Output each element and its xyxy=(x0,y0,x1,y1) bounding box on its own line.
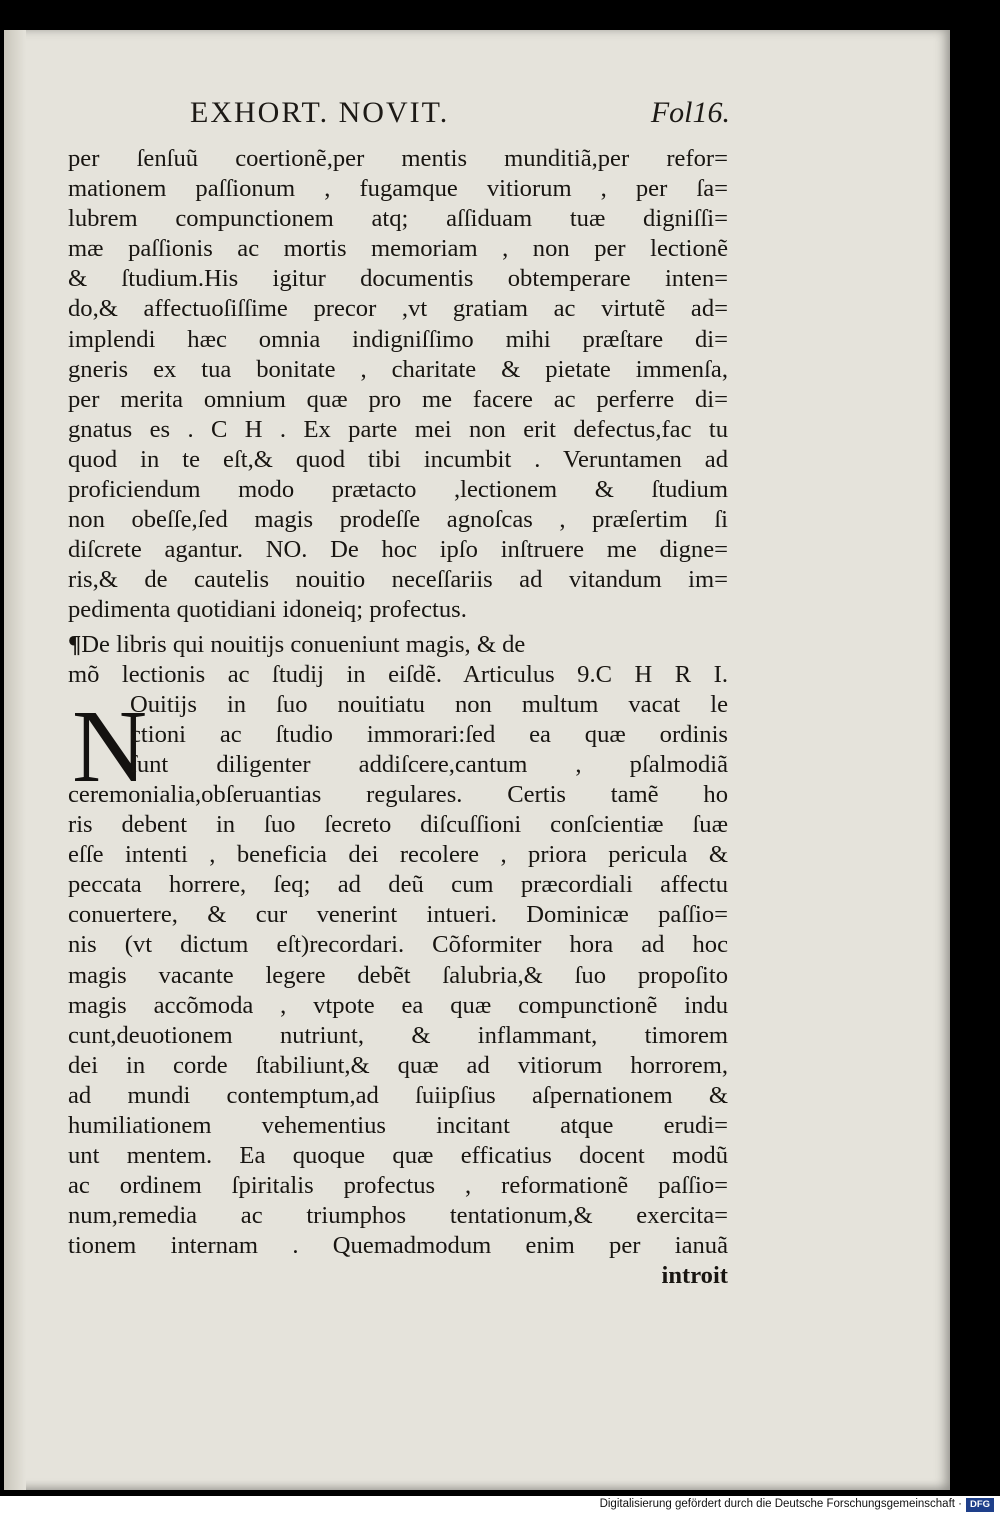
footer-bar xyxy=(0,1496,1000,1516)
text-line: mæ paſſionis ac mortis memoriam , non per lectionẽ xyxy=(68,235,728,263)
paragraph-body xyxy=(68,780,728,1262)
text-line: ac ordinem ſpiritalis profectus , reformationẽ paſſio= xyxy=(68,1172,728,1200)
page-header xyxy=(190,96,730,136)
text-line: nis (vt dictum eſt)recordari. Cõformiter hora ad hoc xyxy=(68,931,728,959)
text-line: pedimenta quotidiani idoneiq; profectus. xyxy=(68,596,467,624)
text-line: per merita omnium quæ pro me facere ac perferre di= xyxy=(68,385,728,413)
text-line: gnatus es . C H . Ex parte mei non erit defectus,fac tu xyxy=(68,415,728,443)
text-line: humiliationem vehementius incitant atque erudi= xyxy=(68,1112,728,1139)
article-heading-line-1: ¶De libris qui nouitijs conueniunt magis, & de xyxy=(68,630,526,658)
text-line: gneris ex tua bonitate , charitate & pietate immenſa, xyxy=(68,355,728,383)
text-line: per ſenſuũ coertionẽ,per mentis munditiã,per refor= xyxy=(68,145,728,172)
text-line: peccata horrere, ſeq; ad deũ cum præcordiali affectu xyxy=(68,871,728,899)
text-line: unt mentem. Ea quoque quæ efficatius docent modũ xyxy=(68,1142,728,1170)
text-line: & ſtudium.His igitur documentis obtemperare inten= xyxy=(68,265,728,293)
text-line: dei in corde ſtabiliunt,& quæ ad vitiorum horrorem, xyxy=(68,1051,728,1079)
text-line: ceremonialia,obſeruantias regulares. Certis tamẽ ho xyxy=(68,780,728,808)
text-line: conuertere, & cur venerint intueri. Dominicæ paſſio= xyxy=(68,901,728,929)
text-line: magis vacante legere debẽt ſalubria,& ſuo propoſito xyxy=(68,961,728,989)
text-line: ſunt diligenter addiſcere,cantum , pſalmodiã xyxy=(130,750,728,778)
text-line: quod in te eſt,& quod tibi incumbit . Veruntamen ad xyxy=(68,445,728,473)
drop-capital: N xyxy=(72,689,148,804)
folio-number: Fol16. xyxy=(650,96,730,129)
text-line: cunt,deuotionem nutriunt, & inflammant, timorem xyxy=(68,1021,728,1049)
text-line: ctioni ac ſtudio immorari:ſed ea quæ ordinis xyxy=(130,720,728,748)
body-text xyxy=(68,144,728,1292)
text-line: proficiendum modo prætacto ,lectionem & ſtudium xyxy=(68,476,728,504)
funding-credit: Digitalisierung gefördert durch die Deutsche Forschungsgemeinschaft · xyxy=(599,1498,962,1510)
text-line: ad mundi contemptum,ad ſuiipſius aſpernationem & xyxy=(68,1081,728,1109)
article-heading-line-2: mõ lectionis ac ſtudij in eiſdẽ. Articulus 9.C H R I. xyxy=(68,660,728,688)
running-title: EXHORT. NOVIT. xyxy=(190,96,450,129)
text-line: mationem paſſionum , fugamque vitiorum , per ſa= xyxy=(68,175,728,203)
text-line: Ouitijs in ſuo nouitiatu non multum vacat le xyxy=(130,690,728,718)
dfg-logo: DFG xyxy=(966,1498,994,1512)
text-line: implendi hæc omnia indigniſſimo mihi præſtare di= xyxy=(68,325,728,353)
text-line: eſſe intenti , beneficia dei recolere , priora pericula & xyxy=(68,841,728,869)
text-line: ris,& de cautelis nouitio neceſſariis ad vitandum im= xyxy=(68,566,728,594)
text-line: non obeſſe,ſed magis prodeſſe agnoſcas , præſertim ſi xyxy=(68,506,728,534)
text-line: lubrem compunctionem atq; aſſiduam tuæ digniſſi= xyxy=(68,205,728,233)
dropcap-paragraph-start xyxy=(68,690,728,780)
text-line: magis accõmoda , vtpote ea quæ compunctionẽ indu xyxy=(68,991,728,1019)
page-gutter xyxy=(4,30,26,1490)
paragraph-continued xyxy=(68,144,728,626)
catchword: introit xyxy=(661,1262,728,1290)
text-line: ris debent in ſuo ſecreto diſcuſſioni conſcientiæ ſuæ xyxy=(68,811,728,839)
text-line: num,remedia ac triumphos tentationum,& exercita= xyxy=(68,1202,728,1230)
text-line: do,& affectuoſiſſime precor ,vt gratiam ac virtutẽ ad= xyxy=(68,295,728,323)
text-line: diſcrete agantur. NO. De hoc ipſo inſtruere me digne= xyxy=(68,536,728,564)
paragraph-mark-icon: ¶ xyxy=(68,630,82,658)
text-line: tionem internam . Quemadmodum enim per ianuã xyxy=(68,1232,728,1260)
